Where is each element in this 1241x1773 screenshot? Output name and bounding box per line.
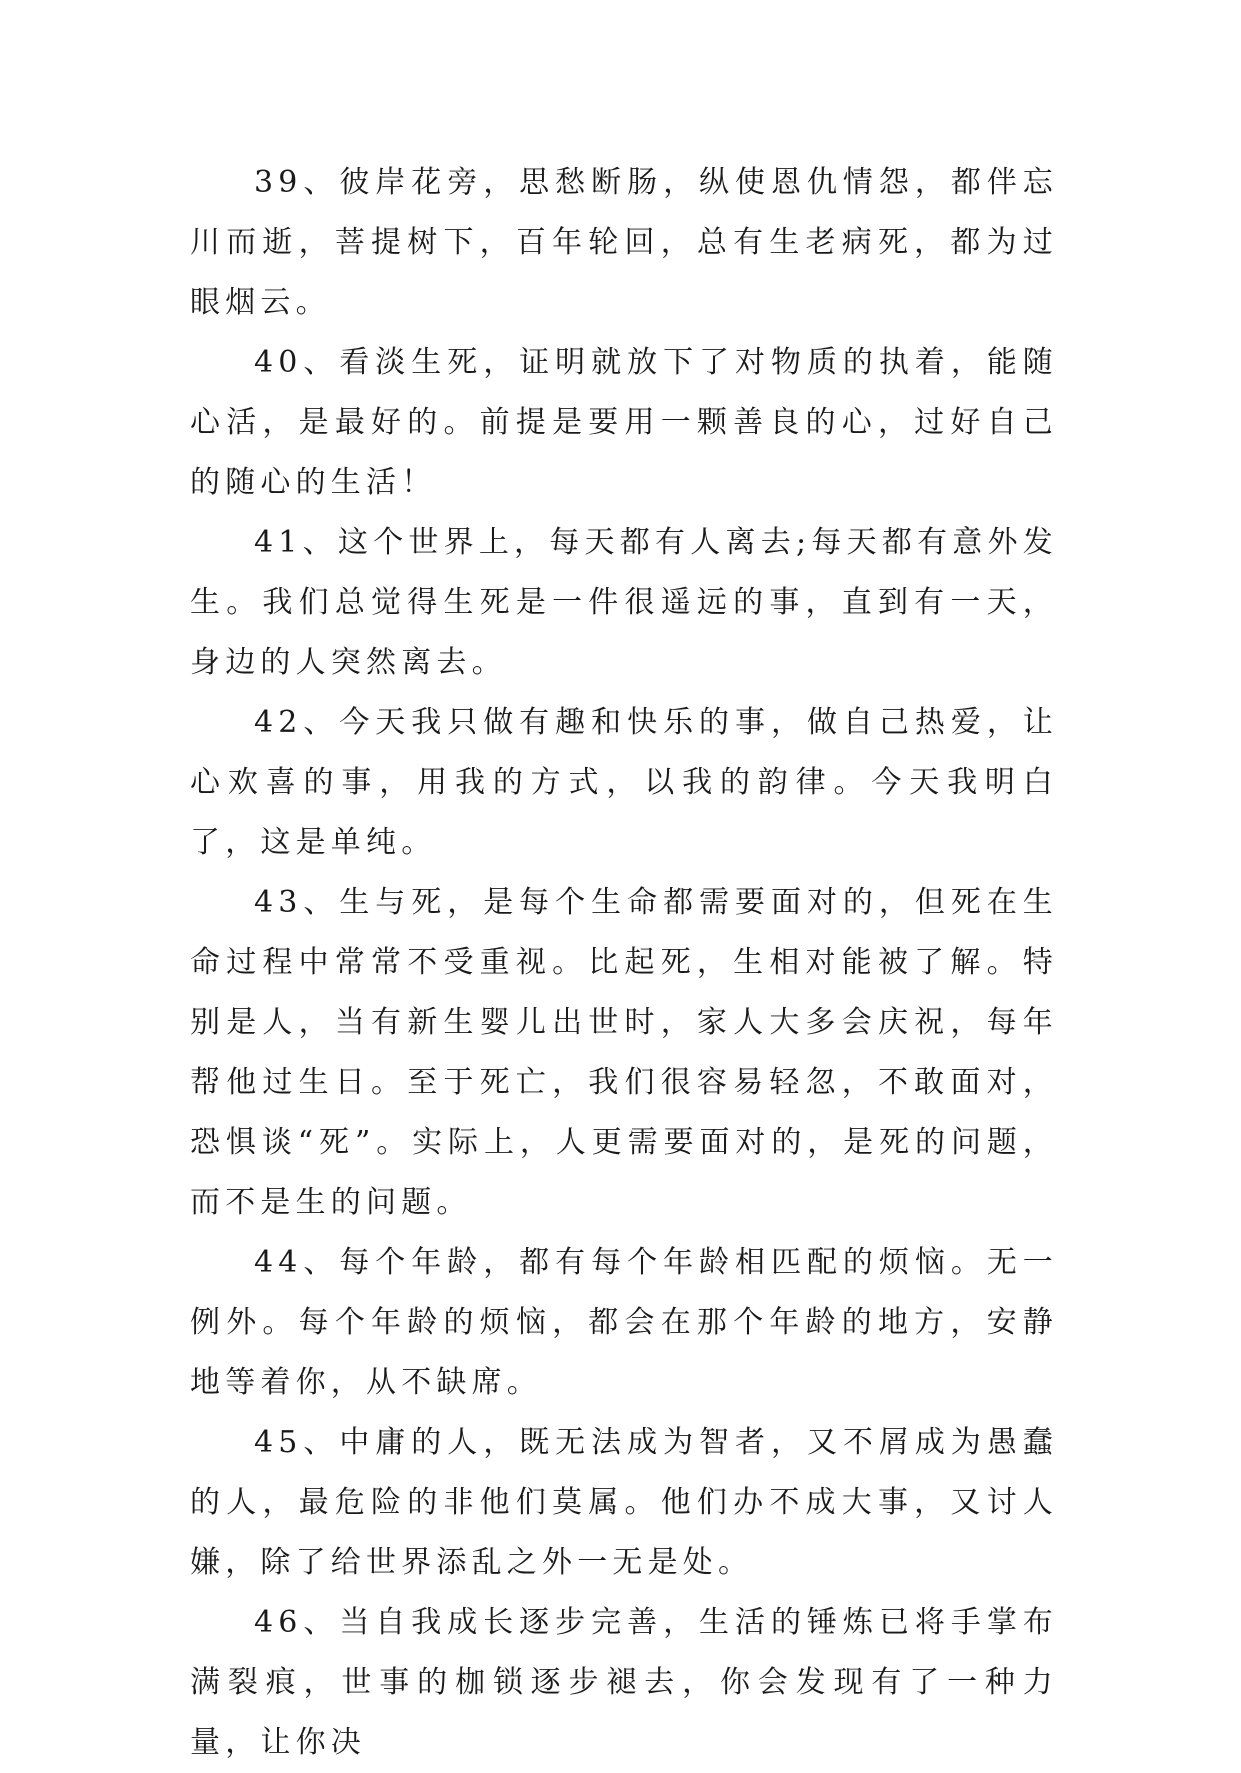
paragraph-43: 43、生与死，是每个生命都需要面对的，但死在生命过程中常常不受重视。比起死，生相对能被了解。特别是人，当有新生婴儿出世时，家人大多会庆祝，每年帮他过生日。至于死亡，我们很容易轻忽，不敢面对，恐惧谈“死”。实际上，人更需要面对的，是死的问题，而不是生的问题。 — [190, 885, 1058, 1220]
paragraph-39: 39、彼岸花旁，思愁断肠，纵使恩仇情怨，都伴忘川而逝，菩提树下，百年轮回，总有生老病死，都为过眼烟云。 — [190, 165, 1058, 320]
document-body — [190, 153, 1058, 1773]
paragraph-46: 46、当自我成长逐步完善，生活的锤炼已将手掌布满裂痕，世事的枷锁逐步褪去，你会发现有了一种力量，让你决 — [190, 1605, 1058, 1760]
paragraph-42: 42、今天我只做有趣和快乐的事，做自己热爱，让心欢喜的事，用我的方式，以我的韵律。今天我明白了，这是单纯。 — [190, 705, 1058, 860]
paragraph-45: 45、中庸的人，既无法成为智者，又不屑成为愚蠢的人，最危险的非他们莫属。他们办不成大事，又讨人嫌，除了给世界添乱之外一无是处。 — [190, 1425, 1058, 1580]
paragraph-44: 44、每个年龄，都有每个年龄相匹配的烦恼。无一例外。每个年龄的烦恼，都会在那个年龄的地方，安静地等着你，从不缺席。 — [190, 1245, 1058, 1400]
paragraph-41: 41、这个世界上，每天都有人离去;每天都有意外发生。我们总觉得生死是一件很遥远的事，直到有一天，身边的人突然离去。 — [190, 525, 1058, 680]
paragraph-40: 40、看淡生死，证明就放下了对物质的执着，能随心活，是最好的。前提是要用一颗善良的心，过好自己的随心的生活！ — [190, 345, 1058, 500]
